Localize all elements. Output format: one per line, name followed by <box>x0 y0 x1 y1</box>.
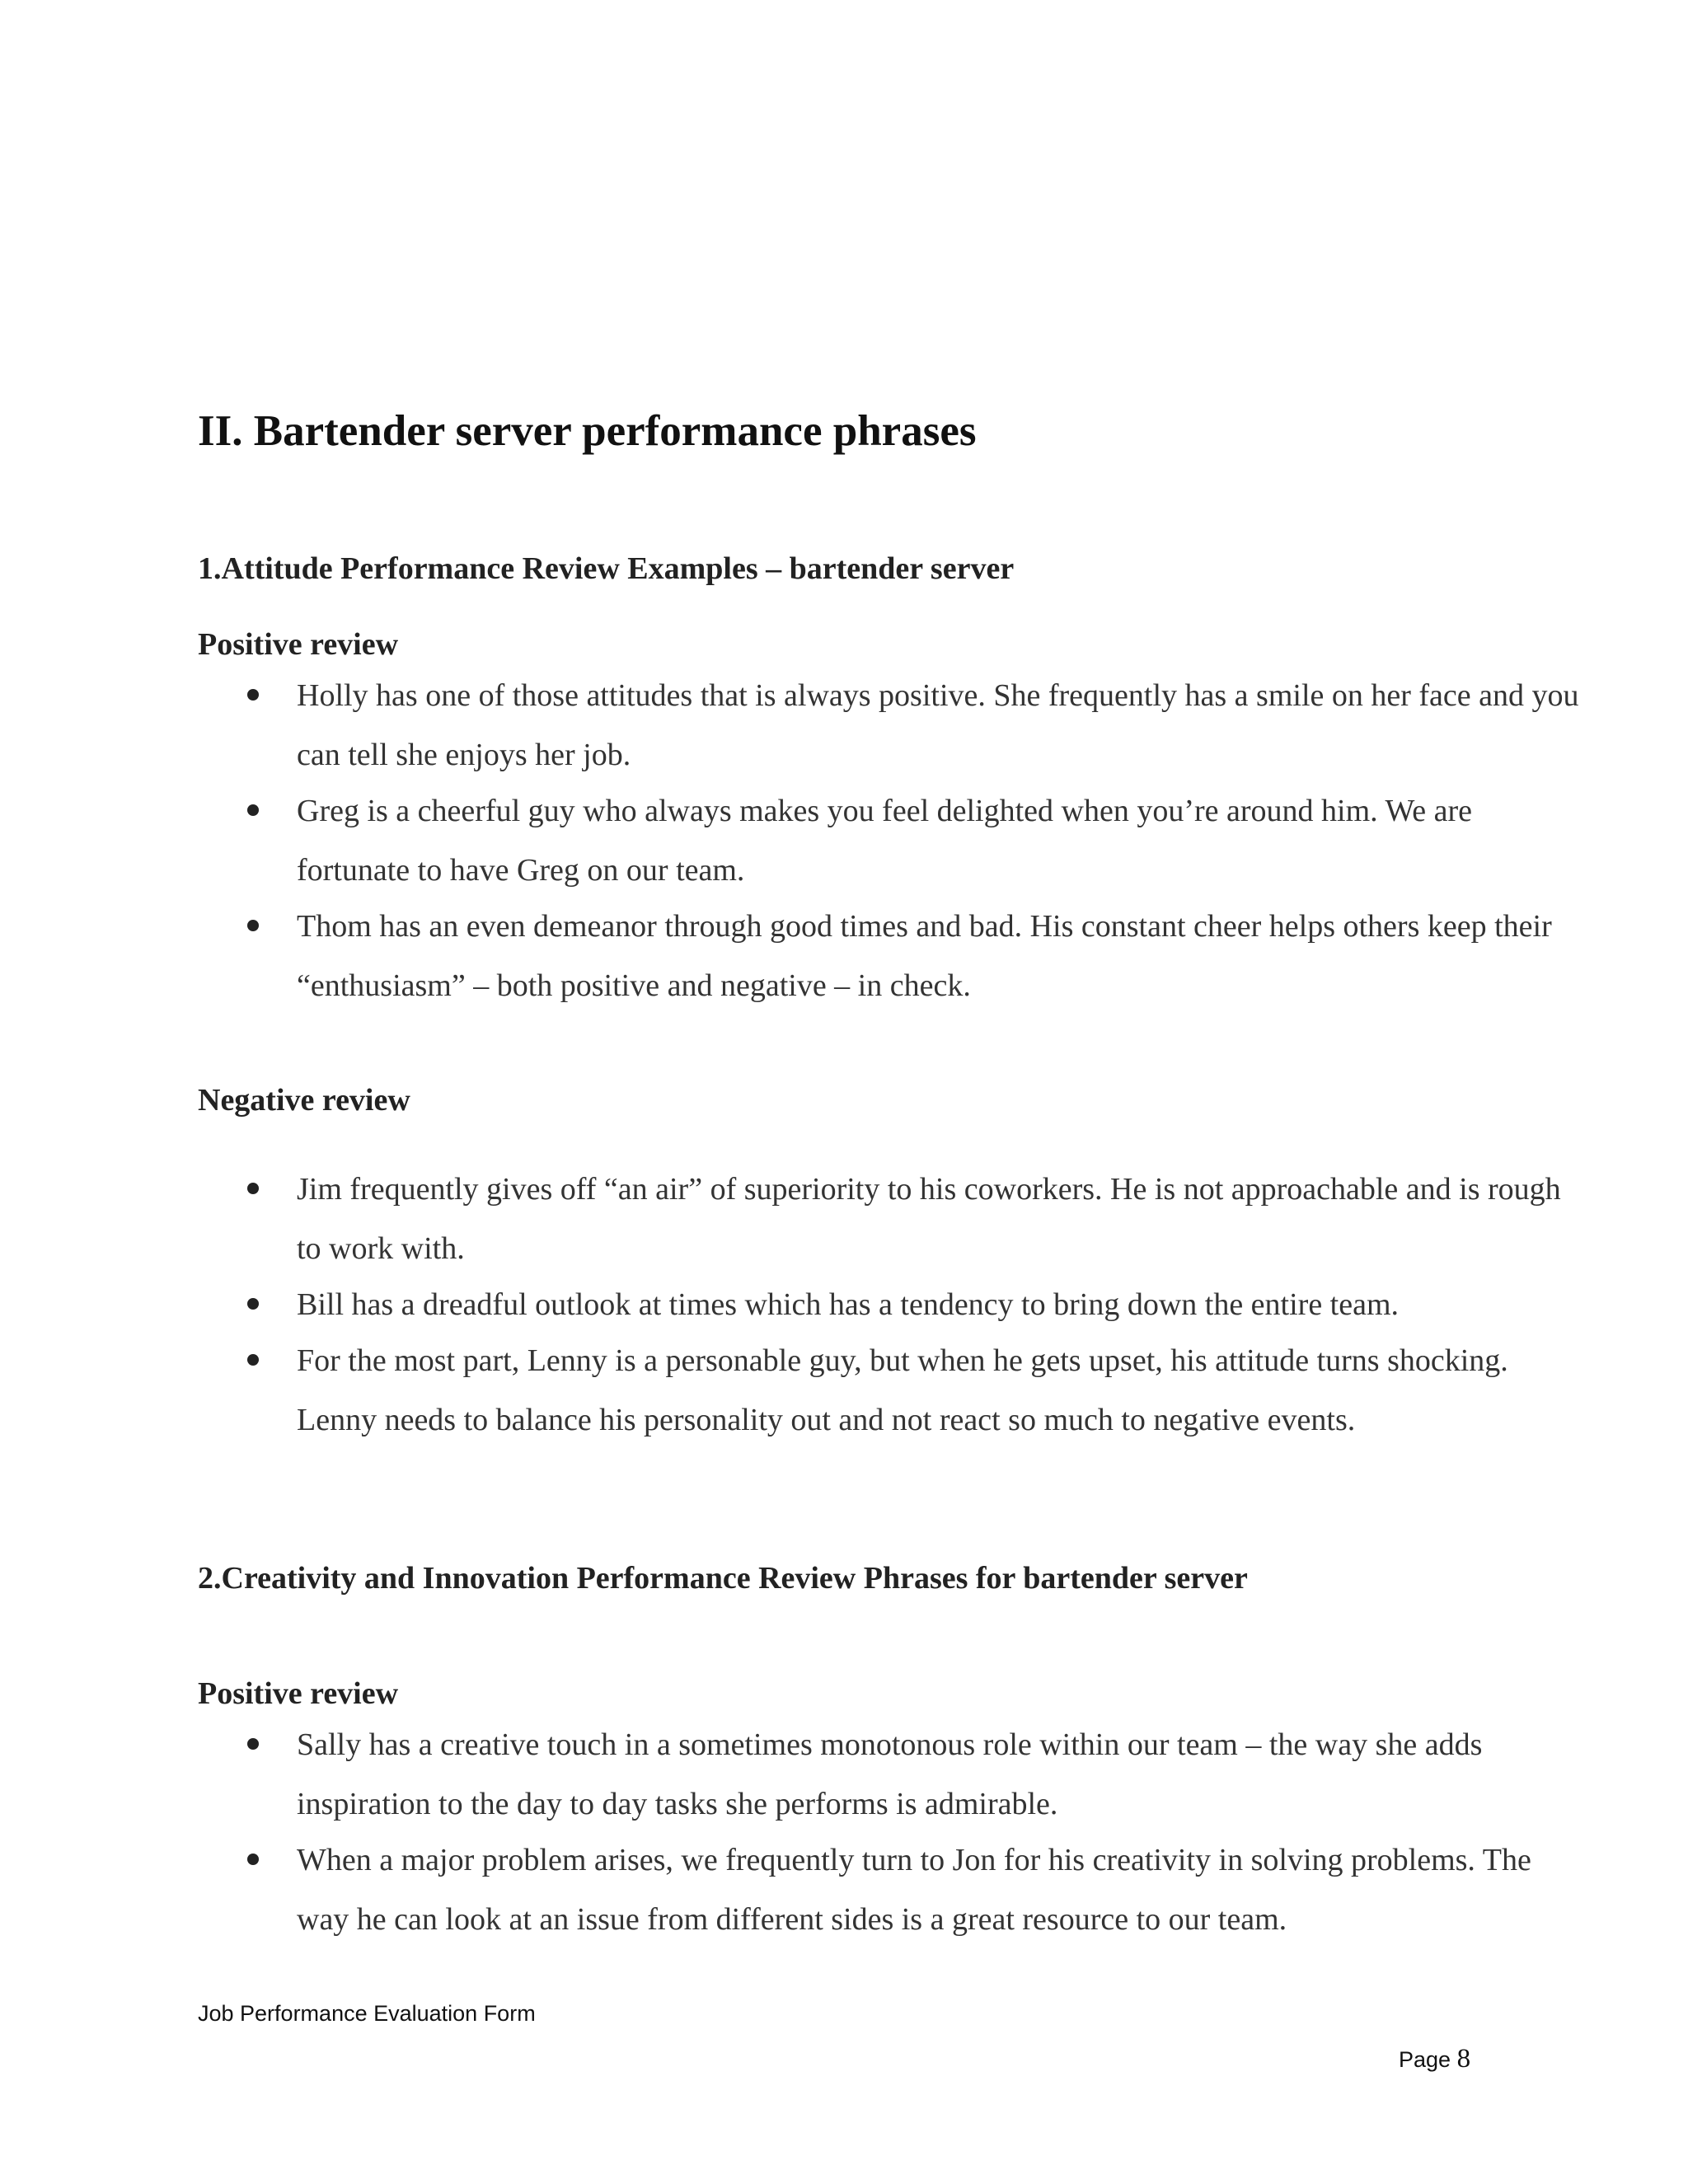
section-2-positive-block <box>198 1675 1531 1949</box>
bullet-icon <box>247 1854 259 1865</box>
positive-review-label: Positive review <box>198 1676 399 1711</box>
footer-form-name: Job Performance Evaluation Form <box>198 2001 536 2026</box>
list-item-text: For the most part, Lenny is a personable guy, but when he gets upset, his attitude turns shocking. Lenny needs to balance his personality out and not react so much to negative events. <box>297 1343 1508 1437</box>
section-1-heading-block <box>198 551 1517 588</box>
list-item-text: Sally has a creative touch in a sometimes monotonous role within our team – the way she adds inspiration to the day to day tasks she performs is admirable. <box>297 1727 1483 1821</box>
section-title: II. Bartender server performance phrases <box>198 407 977 455</box>
page-number: 8 <box>1456 2044 1471 2074</box>
list-item-text: Jim frequently gives off “an air” of superiority to his coworkers. He is not approachable and is rough to work with. <box>297 1171 1561 1266</box>
bullet-icon <box>247 1298 259 1310</box>
positive-review-list <box>198 1715 1531 1949</box>
section-1-heading: 1.Attitude Performance Review Examples – bartender server <box>198 551 1015 586</box>
page-label: Page <box>1399 2047 1451 2072</box>
page-number-footer <box>1399 2044 1470 2074</box>
bullet-icon <box>247 1738 259 1750</box>
negative-review-label: Negative review <box>198 1083 410 1118</box>
list-item-text: Thom has an even demeanor through good times and bad. His constant cheer helps others keep their “enthusiasm” – both positive and negative – in check. <box>297 908 1552 1003</box>
bullet-icon <box>247 1183 259 1194</box>
list-item <box>198 666 1582 785</box>
list-item-text: When a major problem arises, we frequently turn to Jon for his creativity in solving problems. The way he can look at an issue from different sides is a great resource to our team. <box>297 1842 1531 1937</box>
positive-review-label: Positive review <box>198 627 399 662</box>
list-item <box>198 897 1582 1015</box>
list-item-text: Greg is a cheerful guy who always makes you feel delighted when you’re around him. We are fortunate to have Greg on our team. <box>297 793 1473 888</box>
section-1-positive-block <box>198 626 1579 1015</box>
list-item <box>198 1830 1582 1949</box>
bullet-icon <box>247 920 259 931</box>
positive-review-list <box>198 666 1579 1015</box>
bullet-icon <box>247 1354 259 1366</box>
bullet-icon <box>247 689 259 701</box>
list-item <box>198 781 1582 900</box>
list-item <box>198 1275 1582 1334</box>
negative-review-list <box>198 1160 1561 1450</box>
list-item <box>198 1331 1582 1450</box>
section-2-heading-block <box>198 1560 1517 1598</box>
list-item-text: Bill has a dreadful outlook at times which has a tendency to bring down the entire team. <box>297 1286 1400 1322</box>
section-1-negative-block <box>198 1082 1561 1450</box>
list-item <box>198 1715 1582 1834</box>
section-2-heading: 2.Creativity and Innovation Performance Review Phrases for bartender server <box>198 1561 1248 1596</box>
bullet-icon <box>247 804 259 816</box>
list-item <box>198 1160 1582 1278</box>
list-item-text: Holly has one of those attitudes that is always positive. She frequently has a smile on her face and you can tell she enjoys her job. <box>297 677 1579 772</box>
